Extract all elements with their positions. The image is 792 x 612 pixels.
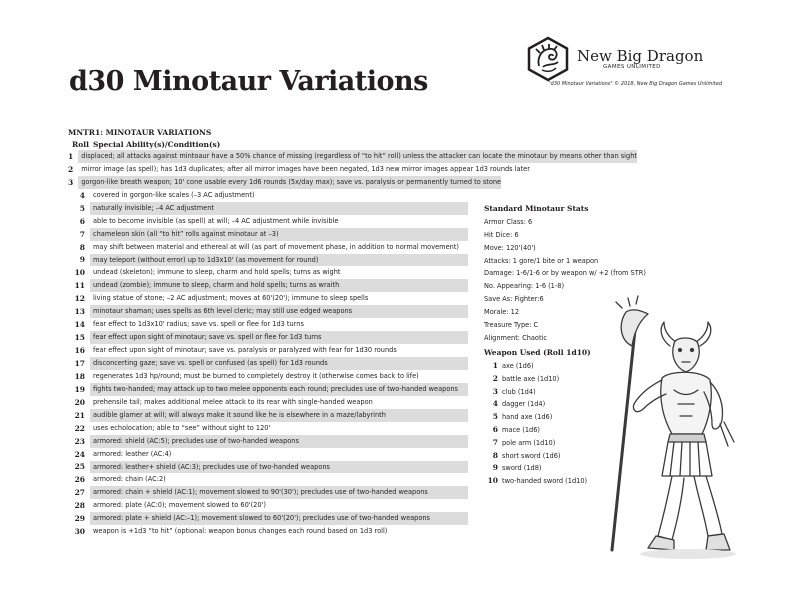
roll-number: 27 [74, 488, 85, 498]
weapon-name: club (1d4) [502, 387, 536, 396]
roll-number: 17 [74, 358, 85, 368]
table-row [68, 499, 468, 512]
table-row [68, 486, 468, 499]
roll-number: 19 [74, 384, 85, 394]
ability-description: undead (skeleton); immune to sleep, charm and hold spells; turns as wight [93, 268, 341, 277]
minotaur-illustration-icon [578, 300, 740, 562]
roll-number: 7 [79, 229, 85, 239]
weapon-name: sword (1d8) [502, 464, 542, 473]
copyright-notice: "d30 Minotaur Variations" © 2018, New Big Dragon Games Unlimited [548, 81, 722, 87]
ability-description: fear effect to 1d3x10' radius; save vs. spell or flee for 1d3 turns [93, 320, 304, 329]
ability-description: able to become invisible (as spell) at will; –4 AC adjustment while invisible [93, 216, 339, 225]
table-row [68, 473, 468, 486]
stat-line: Damage: 1-6/1-6 or by weapon w/ +2 (from STR) [484, 269, 646, 278]
weapon-name: pole arm (1d10) [502, 438, 556, 447]
roll-number: 30 [74, 527, 85, 537]
weapon-roll: 9 [492, 463, 498, 473]
brand-subtitle: GAMES UNLIMITED [603, 64, 661, 70]
ability-description: uses echolocation; able to “see” without sight to 120' [93, 423, 271, 432]
weapon-name: mace (1d6) [502, 425, 540, 434]
ability-description: chameleon skin (all “to hit” rolls against minotaur at –3) [90, 228, 468, 241]
ability-description: naturally invisible; –4 AC adjustment [90, 202, 468, 215]
roll-number: 10 [74, 268, 85, 278]
ability-description: mirror image (as spell); has 1d3 duplicates; after all mirror images have been negated, 1d3 new mirror images appear 1d3 rounds later [81, 164, 530, 173]
table-row [68, 279, 468, 292]
column-header-roll: Roll [72, 140, 89, 149]
ability-description: weapon is +1d3 “to hit” (optional: weapon bonus changes each round based on 1d3 roll) [93, 527, 388, 536]
table-row [68, 461, 468, 474]
roll-number: 18 [74, 371, 85, 381]
ability-description: prehensile tail; makes additional melee attack to its rear with single-handed weapon [93, 397, 373, 406]
ability-description: displaced; all attacks against mintoaur have a 50% chance of missing (regardless of “to hit” roll) unless the attacker can locate the minotaur by means other than sight [78, 150, 637, 163]
table-row [68, 435, 468, 448]
roll-number: 8 [79, 242, 85, 252]
ability-description: fear effect upon sight of minotaur; save vs. paralysis or paralyzed with fear for 1d30 rounds [93, 346, 397, 355]
roll-number: 5 [79, 203, 85, 213]
roll-number: 24 [74, 449, 85, 459]
weapon-roll: 2 [492, 373, 498, 383]
brand-name: New Big Dragon [577, 47, 704, 65]
weapon-roll: 7 [492, 437, 498, 447]
weapon-roll: 1 [492, 361, 498, 370]
ability-description: gorgon-like breath weapon; 10' cone usable every 1d6 rounds (5x/day max); save vs. paralysis or permanently turned to stone [78, 176, 501, 189]
roll-number: 21 [74, 410, 85, 420]
roll-number: 9 [79, 255, 85, 265]
roll-number: 20 [74, 397, 85, 407]
weapon-roll: 4 [492, 399, 498, 409]
stat-line: Hit Dice: 6 [484, 230, 519, 239]
ability-description: fear effect upon sight of minotaur; save vs. spell or flee for 1d3 turns [90, 331, 468, 344]
ability-description: armored: plate (AC:0); movement slowed to 60'(20') [93, 501, 266, 510]
weapon-roll: 3 [492, 386, 498, 396]
table-row [68, 202, 468, 215]
roll-number: 11 [74, 281, 85, 291]
roll-number: 15 [74, 333, 85, 343]
ability-description: fights two-handed; may attack up to two melee opponents each round; precludes use of two-handed weapons [90, 383, 468, 396]
stat-line: Armor Class: 6 [484, 218, 533, 226]
roll-number: 16 [74, 346, 85, 356]
table-row [68, 383, 468, 396]
ability-description: living statue of stone; –2 AC adjustment; moves at 60'(20'); immune to sleep spells [93, 294, 369, 303]
table-row [68, 228, 468, 241]
weapon-roll: 8 [492, 450, 498, 460]
stat-line: Save As: Fighter:6 [484, 295, 544, 304]
table-row [68, 150, 637, 163]
roll-number: 6 [79, 216, 85, 226]
weapon-roll: 10 [487, 476, 498, 486]
table-row [68, 241, 468, 254]
ability-description: covered in gorgon-like scales (–3 AC adjustment) [93, 190, 255, 199]
table-row [68, 254, 468, 267]
ability-description: armored: chain + shield (AC:1); movement slowed to 90'(30'); precludes use of two-handed weapons [90, 486, 468, 499]
weapon-name: two-handed sword (1d10) [502, 477, 588, 486]
column-header-ability: Special Ability(s)/Condition(s) [93, 140, 221, 149]
roll-number: 26 [74, 475, 85, 485]
table-row [68, 292, 468, 305]
stats-title: Standard Minotaur Stats [484, 204, 589, 213]
ability-description: may teleport (without error) up to 1d3x10' (as movement for round) [90, 254, 468, 267]
table-row [68, 189, 468, 202]
table-section-title: MNTR1: MINOTAUR VARIATIONS [68, 128, 212, 137]
ability-description: armored: plate + shield (AC:–1); movement slowed to 60'(20'); precludes use of two-handed weapons [90, 512, 468, 525]
ability-description: armored: shield (AC:5); precludes use of two-handed weapons [90, 435, 468, 448]
ability-description: armored: chain (AC:2) [93, 475, 166, 484]
weapon-roll: 6 [492, 424, 498, 434]
table-row [68, 344, 468, 357]
ability-description: undead (zombie); immune to sleep, charm and hold spells; turns as wraith [90, 279, 468, 292]
weapon-name: hand axe (1d6) [502, 413, 553, 422]
roll-number: 14 [74, 320, 85, 330]
weapon-name: short sword (1d6) [502, 451, 561, 460]
table-row [68, 215, 468, 228]
roll-number: 23 [74, 436, 85, 446]
stat-line: Treasure Type: C [484, 320, 539, 329]
table-row [68, 370, 468, 383]
ability-description: armored: leather+ shield (AC:3); precludes use of two-handed weapons [90, 461, 468, 474]
ability-description: armored: leather (AC:4) [93, 449, 172, 458]
weapon-name: axe (1d6) [502, 362, 534, 370]
roll-number: 25 [74, 462, 85, 472]
table-row [68, 318, 468, 331]
weapon-name: battle axe (1d10) [502, 374, 560, 383]
weapons-title: Weapon Used (Roll 1d10) [484, 348, 591, 357]
table-row [68, 357, 468, 370]
roll-number: 3 [68, 177, 74, 187]
dragon-hexagon-logo-icon [525, 36, 571, 82]
weapon-name: dagger (1d4) [502, 400, 546, 409]
table-row [68, 163, 530, 176]
stat-line: Move: 120'(40') [484, 243, 536, 252]
stat-line: Alignment: Chaotic [484, 333, 548, 342]
roll-number: 4 [79, 190, 85, 200]
table-row [68, 409, 468, 422]
ability-description: disconcerting gaze; save vs. spell or confused (as spell) for 1d3 rounds [90, 357, 468, 370]
stat-line: No. Appearing: 1-6 (1-8) [484, 282, 565, 291]
roll-number: 2 [68, 164, 74, 174]
roll-number: 28 [74, 501, 85, 511]
ability-description: regenerates 1d3 hp/round; must be burned to completely destroy it (otherwise comes back to life) [93, 371, 419, 380]
table-row [68, 305, 468, 318]
page-title: d30 Minotaur Variations [69, 66, 428, 97]
table-row [68, 422, 468, 435]
table-row [68, 331, 468, 344]
table-row [68, 266, 468, 279]
ability-description: minotaur shaman; uses spells as 6th level cleric; may still use edged weapons [90, 305, 468, 318]
ability-description: audible glamer at will; will always make it sound like he is elsewhere in a maze/labyrinth [90, 409, 468, 422]
roll-number: 1 [68, 151, 74, 161]
ability-description: may shift between material and ethereal at will (as part of movement phase, in addition to normal movement) [93, 242, 459, 251]
roll-number: 12 [74, 294, 85, 304]
roll-number: 13 [74, 307, 85, 317]
stat-line: Morale: 12 [484, 307, 520, 316]
table-row [68, 396, 468, 409]
table-row [68, 512, 468, 525]
weapon-roll: 5 [492, 412, 498, 422]
roll-number: 29 [74, 514, 85, 524]
table-row [68, 176, 502, 189]
stat-line: Attacks: 1 gore/1 bite or 1 weapon [484, 256, 599, 265]
table-row [68, 448, 468, 461]
table-row [68, 525, 468, 538]
roll-number: 22 [74, 423, 85, 433]
